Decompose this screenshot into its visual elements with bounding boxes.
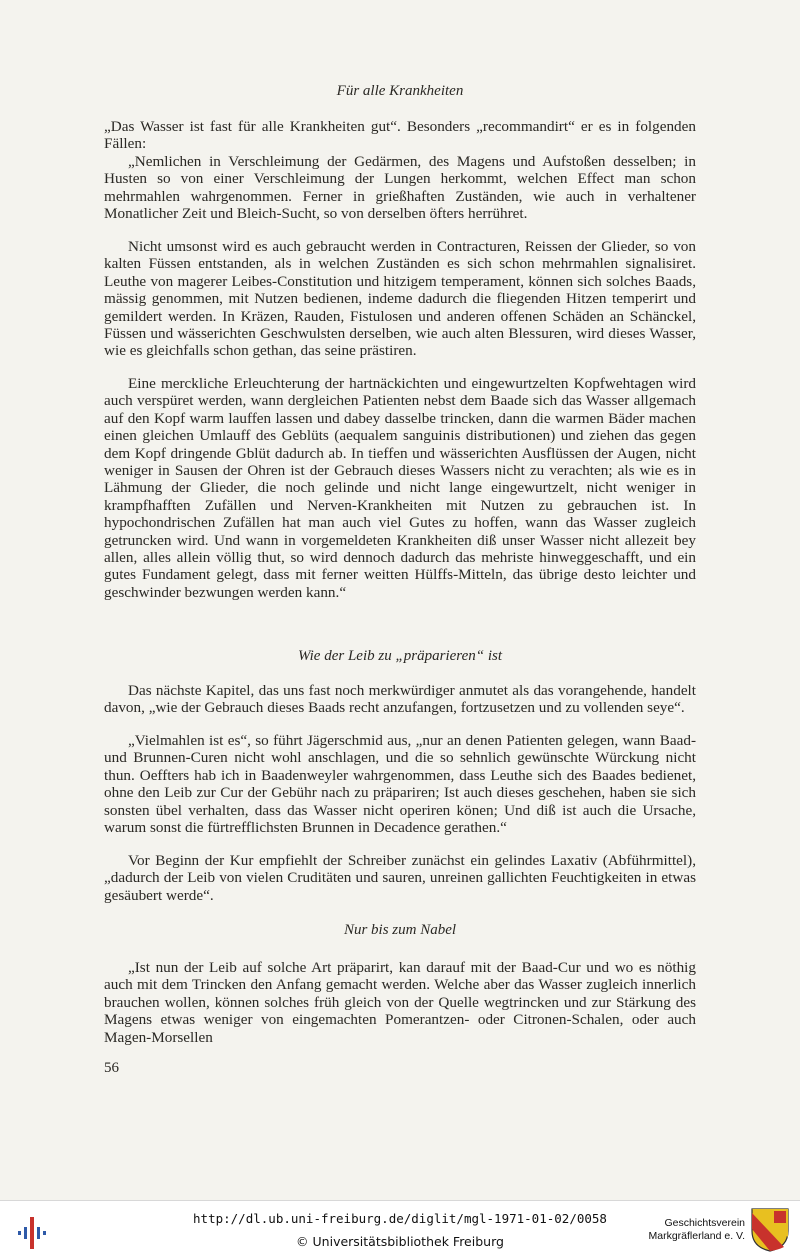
paragraph: Eine merckliche Erleuchterung der hartnäckichten und eingewurtzelten Kopfwehtagen wird auch verspüret werden, wann dergleichen Patienten nebst dem Baade sich das Wasser allgemach auf den Kopf warm lauffen lassen und dabey dasselbe trincken, dann die warmen Bäder machen einen gleichen Umlauff des Geblüts (aequalem sanguinis distributionen) und ziehen das gegen dem Kopf dringende Gblüt dadurch ab. In tieffen und wässerichten Ausflüssen der Augen, nicht weniger in Sausen der Ohren ist der Gebrauch dieses Wassers nicht zu verachten; als wie es in Lähmung der Glieder, die noch gelinde und nicht lange eingewurtzelt, nicht weniger in krampfhafften Zufällen und Nerven-Krankheiten mit Nutzen zu gebrauchen ist. In hypochondrischen Zufällen hat man auch viel Gutes zu hoffen, wann das Wasser zugleich getruncken wird. Und wann in vorgemeldeten Krankheiten diß unser Wasser nicht allezeit bey allen, alles allein völlig thut, so wird dennoch dadurch das mehriste hinweggeschafft, und ein gutes Fundament gelegt, dass mit ferner weitten Hülffs-Mitteln, das übrige desto leichter und geschwinder bezwungen werden kann.“ <box>104 375 696 601</box>
section-heading: Nur bis zum Nabel <box>343 922 457 938</box>
paragraph: Vor Beginn der Kur empfiehlt der Schreiber zunächst ein gelindes Laxativ (Abführmittel), „dadurch der Leib von vielen Cruditäten und sauren, unreinen gallichten Feuchtigkeiten in etwas gesäubert werde“. <box>104 852 696 904</box>
society-name-line1: Geschichtsverein <box>664 1217 745 1229</box>
running-head: Für alle Krankheiten <box>336 83 464 99</box>
paragraph: „Ist nun der Leib auf solche Art präparirt, kan darauf mit der Baad-Cur und wo es nöthig auch mit dem Trincken den Anfang gemacht werden. Welche aber das Wasser zugleich innerlich brauchen wollen, können solches früh gleich von der Quelle wegtrincken und zur Stärkung des Magens etwas weniger von eingemachten Pomerantzen- oder Citronen-Schalen, oder auch Magen-Morsellen <box>104 959 696 1046</box>
society-name <box>649 1217 746 1243</box>
paragraph: Nicht umsonst wird es auch gebraucht werden in Contracturen, Reissen der Glieder, so von kalten Füssen entstanden, als in welchen Zuständen es sich schon mehrmahlen signalisiret. Leuthe von magerer Leibes-Constitution und hitzigem temperament, können sich solches Baads, mässig genommen, mit Nutzen bedienen, indeme dadurch die fliegenden Hitzen temperirt und gemildert werden. In Kräzen, Rauden, Fistulosen und anderen offenen Schäden an Schänckel, Füssen und wässerichten Geschwulsten derselben, wie auch alten Blessuren, wird dieses Wasser, wie es gleichfalls schon gethan, das seine prästiren. <box>104 238 696 360</box>
paragraph: „Nemlichen in Verschleimung der Gedärmen, des Magens und Aufstoßen desselben; in Husten so von einer Verschleimung der Lungen herkommt, welchen Effect man schon mehrmahlen wahrgenommen. Ferner in grießhaften Zuständen, wie auch in verhaltener Monatlicher Zeit und Bleich-Sucht, so von derselben öfters herrühret. <box>104 153 696 223</box>
page-number: 56 <box>104 1060 119 1076</box>
paragraph: „Vielmahlen ist es“, so führt Jägerschmid aus, „nur an denen Patienten gelegen, wann Baad- und Brunnen-Curen nicht wohl anschlagen, und die so sehnlich gewünschte Würckung nicht thun. Oeffters hab ich in Baadenweyler wahrgenommen, dass Leuthe sich des Baades bedienet, ohne den Leib zur Cur der Gebühr nach zu präpariren; Ist auch dieses geschehen, haben sie sich sonsten übel verhalten, dass das Wasser nicht operiren könen; Und diß ist auch die Ursache, warum sonst die fürtrefflichsten Brunnen in Decadence gerathen.“ <box>104 732 696 837</box>
footer-bar <box>0 1200 800 1260</box>
source-url-link[interactable]: http://dl.ub.uni-freiburg.de/diglit/mgl-1971-01-02/0058 <box>193 1211 607 1226</box>
section-heading: Wie der Leib zu „präparieren“ ist <box>297 648 503 664</box>
paragraph: Das nächste Kapitel, das uns fast noch merkwürdiger anmutet als das vorangehende, handelt davon, „wie der Gebrauch dieses Baads recht anzufangen, fortzusetzen und zu vollenden seye“. <box>104 682 696 717</box>
paragraph: „Das Wasser ist fast für alle Krankheiten gut“. Besonders „recommandirt“ er es in folgenden Fällen: <box>104 118 696 153</box>
society-name-line2: Markgräflerland e. V. <box>648 1230 745 1242</box>
crest-icon <box>750 1207 790 1253</box>
copyright-notice: © Universitätsbibliothek Freiburg <box>296 1234 504 1249</box>
